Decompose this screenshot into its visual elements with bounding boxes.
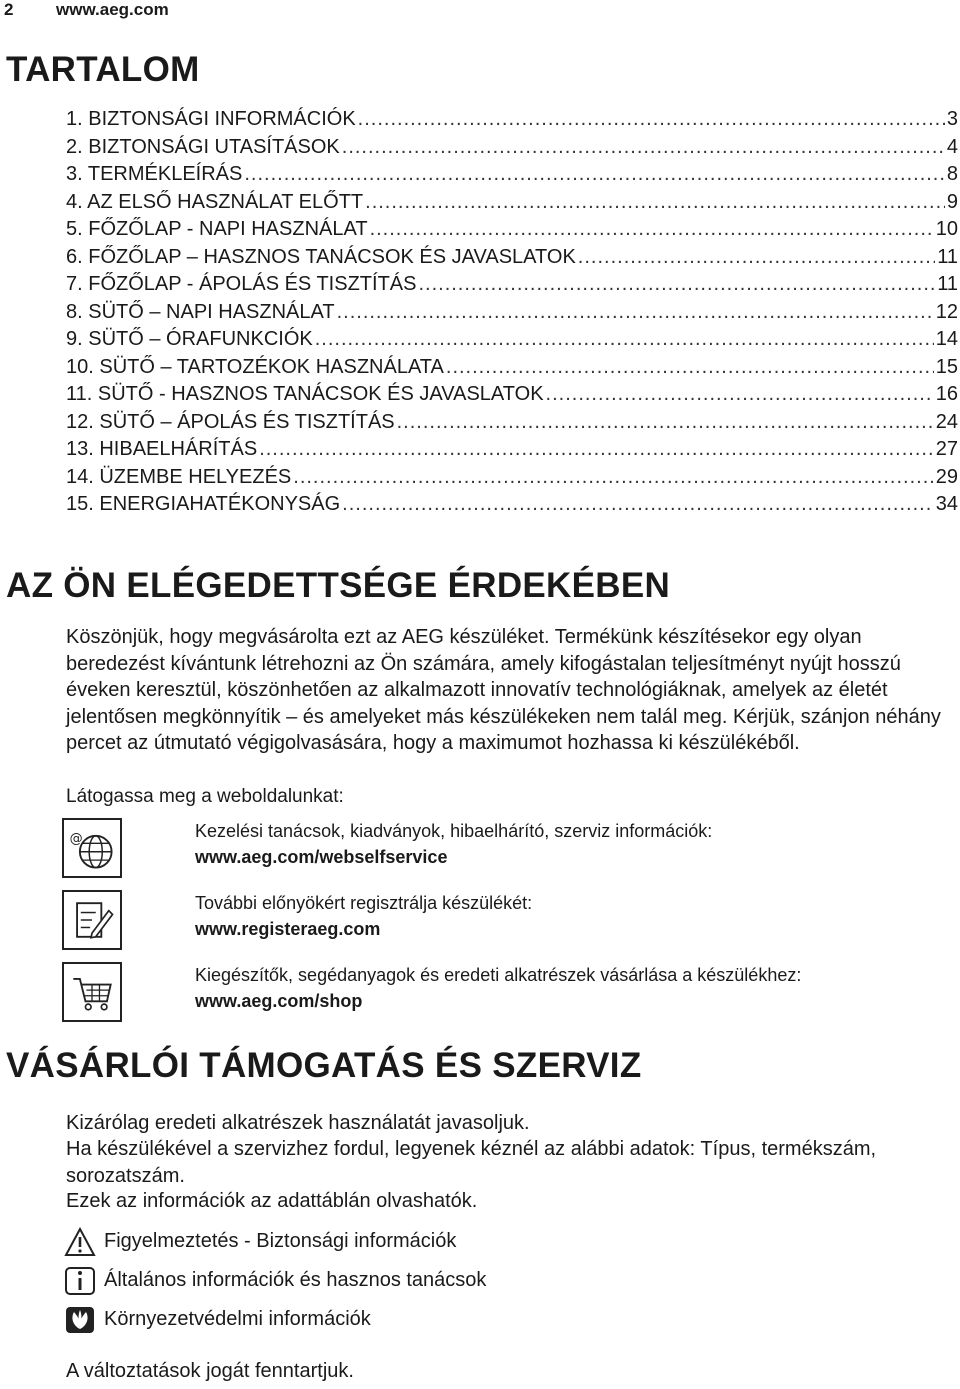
site-url[interactable]: www.aeg.com — [56, 0, 169, 19]
link-webselfservice — [62, 812, 942, 884]
legend-item — [64, 1261, 486, 1300]
legend-label: Általános információk és hasznos tanácsok — [104, 1269, 487, 1291]
satisfaction-body: Köszönjük, hogy megvásárolta ezt az AEG készüléket. Termékünk készítésekor egy olyan beredezést kívántunk létrehozni az Ön számára, amely kifogástalan teljesítményt nyújt hosszú éveken keresztül, köszönhetően az alkalmazott innovatív technológiáknak, amelyek az életét jelentősen megkönnyítik – és amelyeket más készülékeken nem talál meg. Kérjük, szánjon néhány percet az útmutató végigolvasására, hogy a maximumot hozhassa ki készülékéből. — [66, 626, 941, 754]
link-register — [62, 884, 942, 956]
legend-label: Figyelmeztetés - Biztonsági információk — [104, 1230, 457, 1252]
link-description: További előnyökért regisztrálja készülékét: — [195, 893, 533, 913]
table-of-contents — [66, 108, 958, 521]
legend-item — [64, 1300, 486, 1339]
page-header — [4, 0, 169, 20]
support-line-1: Kizárólag eredeti alkatrészek használatát javasoljuk. — [66, 1112, 530, 1134]
toc-item[interactable]: 14. ÜZEMBE HELYEZÉS ..... 29 — [66, 466, 958, 494]
toc-item[interactable]: 7. FŐZŐLAP - ÁPOLÁS ÉS TISZTÍTÁS ..... 11 — [66, 273, 958, 301]
toc-item[interactable]: 1. BIZTONSÁGI INFORMÁCIÓK ..... 3 — [66, 108, 958, 136]
toc-item[interactable]: 9. SÜTŐ – ÓRAFUNKCIÓK ..... 14 — [66, 328, 958, 356]
toc-item[interactable]: 11. SÜTŐ - HASZNOS TANÁCSOK ÉS JAVASLATOK ..... 16 — [66, 383, 958, 411]
satisfaction-title: AZ ÖN ELÉGEDETTSÉGE ÉRDEKÉBEN — [6, 566, 671, 605]
website-links — [62, 812, 942, 1028]
webselfservice-link[interactable]: www.aeg.com/webselfservice — [195, 847, 448, 867]
support-line-2: Ha készülékével a szervizhez fordul, legyenek kéznél az alábbi adatok: Típus, termékszám, sorozatszám. — [66, 1138, 877, 1187]
shop-link[interactable]: www.aeg.com/shop — [195, 991, 363, 1011]
toc-item[interactable]: 12. SÜTŐ – ÁPOLÁS ÉS TISZTÍTÁS ..... 24 — [66, 411, 958, 439]
toc-item[interactable]: 8. SÜTŐ – NAPI HASZNÁLAT ..... 12 — [66, 301, 958, 329]
toc-title: TARTALOM — [6, 50, 200, 89]
globe-icon — [62, 818, 122, 878]
toc-item[interactable]: 15. ENERGIAHATÉKONYSÁG ..... 34 — [66, 493, 958, 521]
toc-item[interactable]: 13. HIBAELHÁRÍTÁS ..... 27 — [66, 438, 958, 466]
register-icon — [62, 890, 122, 950]
link-description: Kiegészítők, segédanyagok és eredeti alkatrészek vásárlása a készülékhez: — [195, 965, 802, 985]
toc-item[interactable]: 2. BIZTONSÁGI UTASÍTÁSOK ..... 4 — [66, 136, 958, 164]
symbol-legend — [64, 1222, 486, 1339]
support-title: VÁSÁRLÓI TÁMOGATÁS ÉS SZERVIZ — [6, 1046, 642, 1085]
visit-website-text: Látogassa meg a weboldalunkat: — [66, 786, 344, 807]
legend-item — [64, 1222, 486, 1261]
environment-icon — [64, 1305, 96, 1335]
link-description: Kezelési tanácsok, kiadványok, hibaelhárító, szerviz információk: — [195, 821, 713, 841]
toc-item[interactable]: 5. FŐZŐLAP - NAPI HASZNÁLAT ..... 10 — [66, 218, 958, 246]
support-line-3: Ezek az információk az adattáblán olvashatók. — [66, 1190, 478, 1212]
info-icon — [64, 1266, 96, 1296]
warning-icon — [64, 1227, 96, 1257]
register-link[interactable]: www.registeraeg.com — [195, 919, 381, 939]
footer-note: A változtatások jogát fenntartjuk. — [66, 1360, 354, 1382]
svg-text:@: @ — [69, 831, 83, 847]
toc-item[interactable]: 4. AZ ELSŐ HASZNÁLAT ELŐTT ..... 9 — [66, 191, 958, 219]
page-number: 2 — [4, 0, 14, 19]
toc-item[interactable]: 10. SÜTŐ – TARTOZÉKOK HASZNÁLATA ..... 15 — [66, 356, 958, 384]
legend-label: Környezetvédelmi információk — [104, 1308, 371, 1330]
link-shop — [62, 956, 942, 1028]
shopping-cart-icon — [62, 962, 122, 1022]
toc-item[interactable]: 3. TERMÉKLEÍRÁS ..... 8 — [66, 163, 958, 191]
toc-item[interactable]: 6. FŐZŐLAP – HASZNOS TANÁCSOK ÉS JAVASLATOK ..... 11 — [66, 246, 958, 274]
